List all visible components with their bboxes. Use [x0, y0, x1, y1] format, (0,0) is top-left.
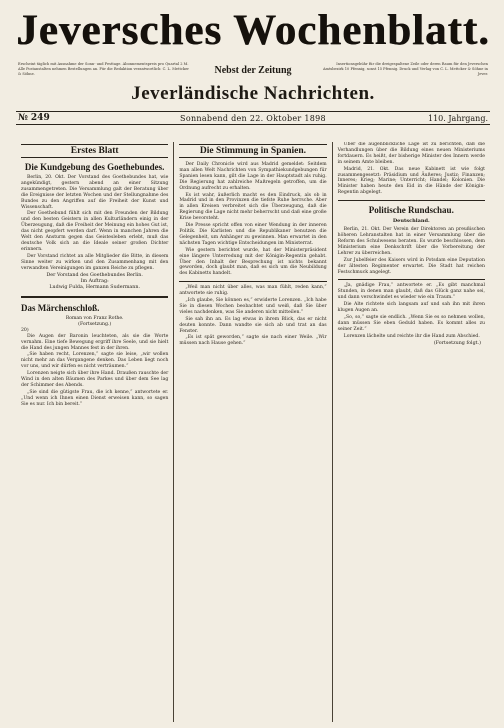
divider: [338, 200, 485, 201]
article-title-goethebund: Die Kundgebung des Goethebundes.: [24, 162, 165, 172]
masthead-nebst: Nebst der Zeitung: [214, 65, 292, 76]
article-paragraph: Der Vorstand richtet an alle Mitglieder die Bitte, in diesem Sinne weiter zu wirken und den Zusammenhang mit den verwandten Vereinigungen im ganzen Reiche zu pflegen.: [21, 253, 169, 271]
article-paragraph: „So, so,“ sagte sie endlich. „Wenn Sie es so nehmen wollen, dann müssen Sie eben Geduld haben. Es kommt alles zu seiner Zeit.“: [337, 314, 485, 332]
subsection-deutschland: Deutschland.: [392, 218, 430, 225]
article-paragraph: Der Daily Chronicle wird aus Madrid gemeldet: Seitdem man allen Welt Nachrichten von Sympathiekundgebungen für Spanien lesen kann, gilt die Lage in der Hauptstadt als ruhig. Die Regierung hat zahlreiche Maßregeln getroffen, um die Ordnung aufrecht zu erhalten.: [179, 162, 327, 191]
article-paragraph: Lorenzen neigte sich über ihre Hand. Draußen rauschte der Wind in den alten Bäumen des Parkes und über dem See lag der Schimmer des Abends.: [21, 371, 169, 388]
article-paragraph: Wie gestern berichtet wurde, hat der Ministerpräsident eine längere Unterredung mit der Königin-Regentin gehabt. Über den Inhalt der Besprechung ist nichts bekannt geworden, doch glaubt man, daß es sich um die Neubildung des Kabinetts handelt.: [179, 247, 327, 277]
article-paragraph: „Sie haben recht, Lorenzen,“ sagte sie leise, „wir wollen nicht mehr an das Vergangene denken. Das Leben liegt noch vor uns, und wir dürfen es nicht verträumen.“: [21, 352, 169, 370]
masthead-title: Jeversches Wochenblatt.: [16, 8, 490, 54]
article-paragraph: Der Goethebund fühlt sich mit den Freunden der Bildung und den besten Geistern in allen Kulturländern einig in der Überzeugung, daß die Freiheit der Meinung ein hohes Gut ist, das nicht geopfert werden darf. Wenn in manchen Jahren die Welt den Ansturm gegen das Geistesleben erlebt, muß das deutsche Volk sich an die Ideale seiner großen Dichter erinnern.: [21, 211, 169, 252]
section-politische-rundschau: Politische Rundschau.: [368, 205, 454, 216]
continuation-note: (Fortsetzung folgt.): [433, 340, 481, 346]
article-paragraph: Zur Jubelfeier des Kaisers wird in Potsdam eine Deputation der ältesten Regimenter erwartet. Die Stadt hat reichen Festschmuck angelegt.: [337, 257, 485, 275]
insertion-info: Insertionsgebühr für die dreigespaltene Zeile oder deren Raum für den Jeverschen Amtsbezirk 10 Pfennig, sonst 15 Pfennig. Druck und Verlag von C. L. Mettcker & Söhne in Jever.: [322, 62, 488, 76]
article-paragraph: Berlin, 20. Okt. Der Vorstand des Goethebundes hat, wie angekündigt, gestern abend an einer Sitzung zusammengetreten. Die Versammlung galt der Beratung über die Ereignisse der letzten Wochen und der Stellungnahme des Bundes zu den Angriffen auf die Freiheit der Kunst und Wissenschaft.: [21, 175, 169, 210]
masthead-subrow: [16, 62, 490, 84]
article-paragraph: „Sie sind die gütigste Frau, die ich kenne,“ antwortete er. „Und wenn ich Ihnen einen Dienst erweisen kann, so sagen Sie es nur. Ich bin bereit.“: [21, 389, 169, 407]
signature-names: Ludwig Fulda, Hermann Sudermann.: [49, 285, 140, 291]
article-paragraph: „Ich glaube, Sie können es,“ erwiderte Lorenzen. „Ich habe Sie in diesen Wochen beobachtet und weiß, daß Sie über vieles nachdenken, was Sie anderen nicht mitteilen.“: [179, 298, 327, 315]
subscription-info: Erscheint täglich mit Ausnahme der Sonn- und Festtage. Abonnementspreis pro Quartal 2 M. Alle Postanstalten nehmen Bestellungen an. Für die Redaktion verantwortlich: C. L. Mettcker & Söhne.: [18, 62, 189, 76]
article-paragraph: Über die augenblickliche Lage ist zu berichten, daß die Verhandlungen über die Bildung eines neuen Ministeriums fortdauern. Es heißt, der bisherige Minister des Innern werde in seinem Amte bleiben.: [337, 142, 485, 165]
article-columns: [16, 142, 490, 722]
article-paragraph: „Weil man nicht über alles, was man fühlt, reden kann,“ antwortete sie ruhig.: [179, 285, 327, 297]
signature-org: Der Vorstand des Goethebundes Berlin.: [46, 272, 143, 278]
section-erstes-blatt: Erstes Blatt: [21, 144, 168, 158]
issue-date: Sonnabend den 22. Oktober 1898: [180, 114, 326, 123]
article-paragraph: „Es ist spät geworden,“ sagte sie nach einer Weile. „Wir müssen nach Hause gehen.“: [179, 335, 327, 347]
issue-year: 110. Jahrgang.: [427, 114, 488, 123]
article-title-spanien: Die Stimmung in Spanien.: [179, 144, 326, 158]
serial-author: Roman von Franz Rothe.: [65, 315, 124, 321]
column-2: [173, 142, 331, 722]
chapter-number: 20): [21, 327, 29, 333]
column-3: [332, 142, 490, 722]
serial-title: Das Märchenschloß.: [21, 302, 100, 313]
masthead-subtitle: Jeverländische Nachrichten.: [131, 84, 375, 104]
article-paragraph: Sie sah ihn an. Es lag etwas in ihrem Blick, das er nicht deuten konnte. Dann wandte sie sich ab und trat an das Fenster.: [179, 316, 327, 334]
issue-number: № 249: [18, 113, 50, 123]
divider: [21, 296, 168, 299]
article-paragraph: Berlin, 21. Okt. Der Verein der Direktoren an preußischen höheren Lehranstalten hat in einer Versammlung über die Reform des Schulwesens beraten. Es wurde beschlossen, dem Ministerium eine Denkschrift über die Vorbereitung der Lehrer zu überreichen.: [337, 227, 485, 256]
signature-role: Im Auftrag:: [80, 278, 109, 284]
column-1: [16, 142, 173, 722]
article-paragraph: „Ja, gnädige Frau,“ antwortete er. „Es gibt manchmal Stunden, in denen man glaubt, daß das Glück ganz nahe sei, und dann verschwindet es wieder wie ein Traum.“: [337, 283, 485, 301]
divider: [338, 279, 485, 280]
article-paragraph: Madrid, 21. Okt. Das neue Kabinett ist wie folgt zusammengesetzt: Präsidium und Äußeres; Justiz; Finanzen; Inneres; Krieg; Marine; Unterricht; Handel; Kolonien. Die Minister haben heute den Eid in die Hände der Königin-Regentin abgelegt.: [337, 166, 485, 196]
article-paragraph: Lorenzen lächelte und reichte ihr die Hand zum Abschied.: [343, 333, 480, 339]
article-paragraph: Die Alte richtete sich langsam auf und sah ihn mit ihren klugen Augen an.: [337, 302, 485, 314]
issue-info-bar: [16, 111, 490, 125]
article-paragraph: Die Augen der Baronin leuchteten, als sie die Worte vernahm. Eine tiefe Bewegung ergriff ihre Seele, und sie hielt die Hand des jungen Mannes fest in der ihren.: [21, 333, 169, 351]
article-paragraph: Die Presse spricht offen von einer Wendung in der inneren Politik. Die Karlisten und die Republikaner benutzen die Gelegenheit, um Anhänger zu gewinnen. Man erwartet in den nächsten Tagen wichtige Entscheidungen im Ministerrat.: [179, 223, 327, 246]
divider: [179, 281, 326, 282]
serial-note: (Fortsetzung.): [78, 321, 112, 327]
article-paragraph: Es ist wahr, äußerlich macht es den Eindruck, als ob in Madrid und in den Provinzen die tiefste Ruhe herrsche. Aber in allen Kreisen verbreitet sich die Überzeugung, daß die Regierung die Lage nicht mehr beherrscht und daß eine große Krise bevorsteht.: [179, 192, 327, 222]
